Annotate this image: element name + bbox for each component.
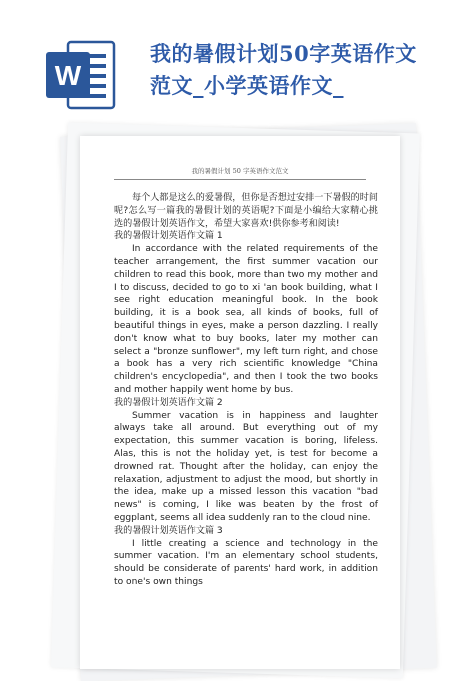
header xyxy=(0,0,474,118)
paragraph: I little creating a science and technology in the summer vacation. I'm an elementary school students, should be considerate of parents' hard work, in addition to one's own things xyxy=(114,538,378,587)
paragraph: 每个人都是这么的爱暑假，但你是否想过安排一下暑假的时间呢?怎么写一篇我的暑假计划的英语呢?下面是小编给大家精心挑选的暑假计划英语作文，希望大家喜欢!供你参考和阅读! xyxy=(114,193,378,229)
svg-text:W: W xyxy=(54,60,82,91)
document-body xyxy=(80,180,400,589)
paragraph: Summer vacation is in happiness and laughter always take all around. But everything out of my expectation, this summer vacation is boring, lifeless. Alas, this is not the holiday yet, is test for become a drowned rat. Thought after the holiday, can enjoy the relaxation, adjustment to adjust the mood, but shortly in the idea, make up a missed lesson this vacation "bad news" is coming, I like was beaten by the frost of eggplant, seems all idea suddenly ran to the cloud nine. xyxy=(114,410,378,523)
section-heading: 我的暑假计划英语作文篇 3 xyxy=(114,525,223,536)
running-header: 我的暑假计划 50 字英语作文范文 xyxy=(114,166,366,180)
document-page xyxy=(80,136,400,669)
word-document-icon xyxy=(42,36,120,114)
page-title xyxy=(150,38,450,102)
title-line-2: 范文_小学英语作文_ xyxy=(150,73,344,98)
paragraph: In accordance with the related requirements of the teacher arrangement, the first summer vacation our children to read this book, more than two my mother and I to discuss, decided to go to xi 'an book building, what I see right education meaningful book. In the book building, it is a book sea, all kinds of books, full of beautiful things in eyes, make a person dazzling. I really don't know what to buy books, later my mother can select a "bronze sunflower", my left turn right, and chose a book has a very rich scientific knowledge "China children's encyclopedia", and then I took the two books and mother happily went home by bus. xyxy=(114,244,378,395)
title-line-1: 我的暑假计划50字英语作文 xyxy=(150,41,417,66)
section-heading: 我的暑假计划英语作文篇 2 xyxy=(114,397,223,408)
section-heading: 我的暑假计划英语作文篇 1 xyxy=(114,231,223,242)
